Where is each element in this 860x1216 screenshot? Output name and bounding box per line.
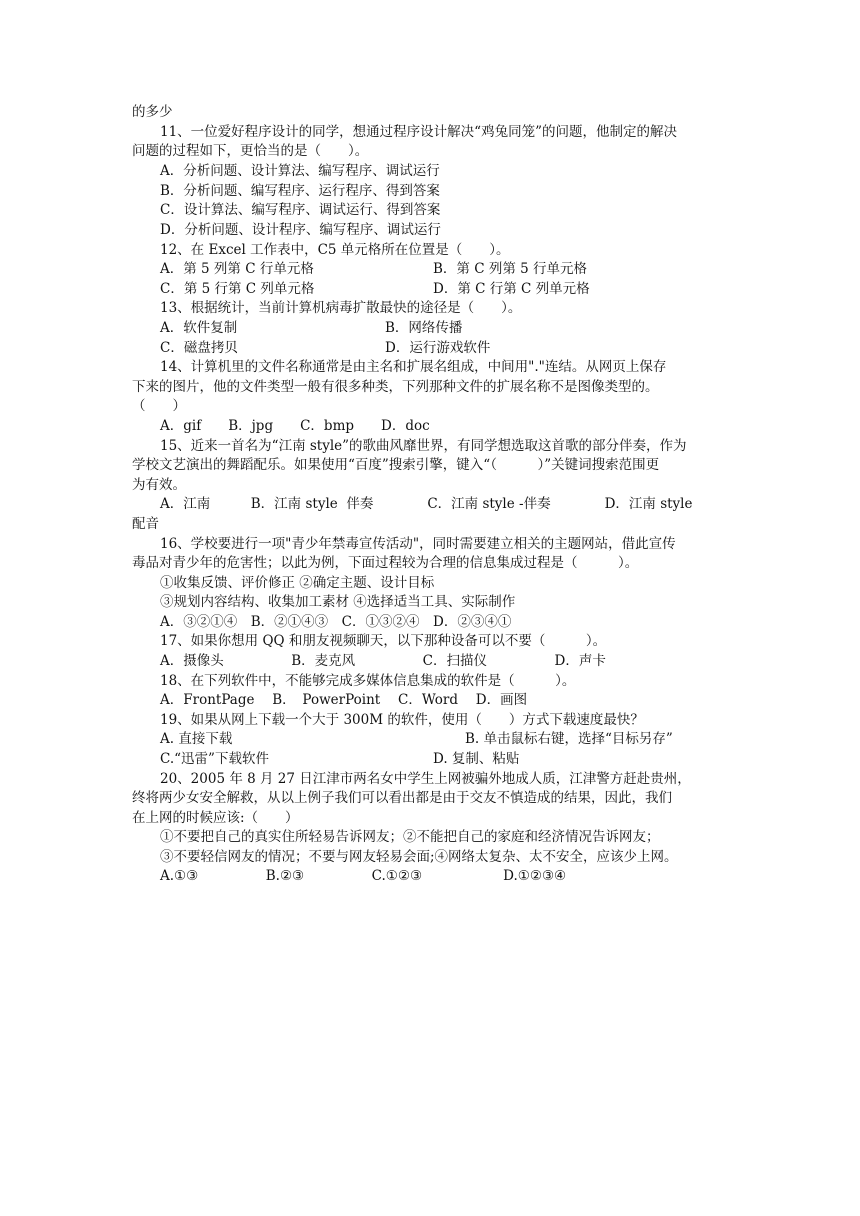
options-line: A.①③ B.②③ C.①②③ D.①②③④ (160, 868, 567, 884)
text-line: 问题的过程如下，更恰当的是（ ）。 (132, 143, 369, 159)
question-20: 20、2005 年 8 月 27 日江津市两名女中学生上网被骗外地成人质，江津警方赶赴贵州， (160, 771, 691, 787)
question-16: 16、学校要进行一项"青少年禁毒宣传活动"，同时需要建立相关的主题网站，借此宣传 (160, 536, 676, 552)
text-line: ①不要把自己的真实住所轻易告诉网友；②不能把自己的家庭和经济情况告诉网友； (160, 829, 660, 845)
text-line: 配音 (132, 516, 159, 532)
text-line: ③不要轻信网友的情况；不要与网友轻易会面;④网络太复杂、太不安全，应该少上网。 (160, 849, 678, 865)
question-14: 14、计算机里的文件名称通常是由主名和扩展名组成，中间用"."连结。从网页上保存 (160, 359, 667, 375)
option-a: A．分析问题、设计算法、编写程序、调试运行 (160, 163, 440, 179)
text-line: 下来的图片，他的文件类型一般有很多种类，下列那种文件的扩展名称不是图像类型的。 (132, 379, 659, 395)
option-a: A. 直接下载 (160, 731, 233, 747)
option-b: B．分析问题、编写程序、运行程序、得到答案 (160, 183, 440, 199)
options-line: A．FrontPage B． PowerPoint C．Word D．画图 (160, 692, 528, 708)
text-line: 为有效。 (132, 477, 186, 493)
option-d: D．第 C 行第 C 列单元格 (433, 281, 590, 297)
options-line: A．摄像头 B．麦克风 C．扫描仪 D．声卡 (160, 653, 606, 669)
text-line: ①收集反馈、评价修正 ②确定主题、设计目标 (160, 575, 435, 591)
option-b: B．网络传播 (385, 320, 463, 336)
option-d: D．运行游戏软件 (385, 340, 491, 356)
option-c: C．设计算法、编写程序、调试运行、得到答案 (160, 202, 441, 218)
text-line: ③规划内容结构、收集加工素材 ④选择适当工具、实际制作 (160, 594, 516, 610)
options-line: A．江南 B．江南 style 伴奏 C．江南 style -伴奏 D．江南 style (160, 496, 693, 512)
question-17: 17、如果你想用 QQ 和朋友视频聊天，以下那种设备可以不要（ ）。 (160, 633, 607, 649)
text-line: 毒品对青少年的危害性；以此为例，下面过程较为合理的信息集成过程是（ ）。 (132, 555, 639, 571)
option-a: A．第 5 列第 C 行单元格 (160, 261, 314, 277)
text-line: 的多少 (132, 104, 173, 120)
text-line: 学校文艺演出的舞蹈配乐。如果使用“百度”搜索引擎，键入“（ ）”关键词搜索范围更 (132, 457, 660, 473)
question-11: 11、一位爱好程序设计的同学，想通过程序设计解决“鸡兔同笼”的问题，他制定的解决 (160, 124, 677, 140)
question-19: 19、如果从网上下载一个大于 300M 的软件，使用（ ）方式下载速度最快？ (160, 712, 644, 728)
question-13: 13、根据统计，当前计算机病毒扩散最快的途径是（ ）。 (160, 300, 522, 316)
option-c: C.“迅雷”下载软件 (160, 751, 269, 767)
option-d: D．分析问题、设计程序、编写程序、调试运行 (160, 222, 441, 238)
text-line: 在上网的时候应该:（ ） (132, 810, 299, 826)
option-a: A．软件复制 (160, 320, 238, 336)
text-line: （ ） (132, 398, 186, 414)
option-c: C．磁盘拷贝 (160, 340, 238, 356)
option-b: B．第 C 列第 5 行单元格 (433, 261, 588, 277)
question-18: 18、在下列软件中，不能够完成多媒体信息集成的软件是（ ）。 (160, 673, 576, 689)
question-12: 12、在 Excel 工作表中，C5 单元格所在位置是（ ）。 (160, 242, 510, 258)
option-d: D. 复制、粘贴 (433, 751, 520, 767)
options-line: A．③②①④ B．②①④③ C．①③②④ D．②③④① (160, 614, 512, 630)
question-15: 15、近来一首名为“江南 style”的歌曲风靡世界，有同学想选取这首歌的部分伴奏，作为 (160, 438, 687, 454)
options-line: A．gif B．jpg C．bmp D．doc (160, 418, 430, 434)
option-c: C．第 5 行第 C 列单元格 (160, 281, 315, 297)
option-b: B. 单击鼠标右键，选择“目标另存” (465, 731, 673, 747)
text-line: 终将两少女安全解救，从以上例子我们可以看出都是由于交友不慎造成的结果，因此，我们 (132, 790, 672, 806)
